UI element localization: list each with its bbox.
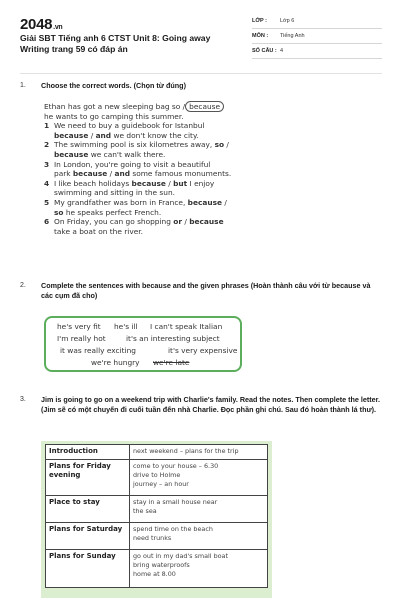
table-row: Plans for Saturday spend time on the beach need trunks: [46, 523, 268, 550]
document-meta: [252, 14, 382, 59]
item-5: 5 My grandfather was born in France, because /: [44, 197, 227, 207]
example-line: Ethan has got a new sleeping bag so / because: [44, 102, 284, 112]
phrase-box: [44, 316, 242, 372]
circled-answer: because: [185, 101, 224, 112]
question-number-3: 3.: [20, 396, 26, 403]
item-3: 3 In London, you're going to visit a beautiful: [44, 159, 211, 169]
exercise-1: Ethan has got a new sleeping bag so / because he wants to go camping this summer. 1 We need to buy a guidebook for Istanbul because / and we don't know the city. 2 The swimming pool is six kilometres away, so / because we can't walk there. 3 In London, you're going to visit a beautiful park because / and some famous monuments. 4 I like beach holidays because / but I enjoy swimming and sitting in the sun. 5 My grandfather was born in France, because / so he speaks perfect French. 6 On Friday, you can go shopping or / because take a boat on the river.: [44, 102, 284, 236]
document-title: Giải SBT Tiếng anh 6 CTST Unit 8: Going away Writing trang 59 có đáp án: [20, 33, 211, 54]
phrase: it's an interesting subject: [126, 334, 220, 343]
meta-row-subject: MÔN : Tiếng Anh: [252, 29, 382, 44]
item-1: 1 We need to buy a guidebook for Istanbul: [44, 121, 205, 131]
question-number-1: 1.: [20, 82, 26, 89]
phrase: he's ill: [114, 322, 138, 331]
phrase-example-struck: we're late: [153, 358, 190, 367]
phrase: he's very fit: [57, 322, 101, 331]
phrase: it was really exciting: [60, 346, 136, 355]
table-row: Plans for Sunday go out in my dad's small boat bring waterproofs home at 8.00: [46, 550, 268, 588]
phrase: it's very expensive: [168, 346, 238, 355]
item-6: 6 On Friday, you can go shopping or / because: [44, 217, 224, 227]
phrase: I can't speak Italian: [150, 322, 223, 331]
question-prompt-1: Choose the correct words. (Chọn từ đúng): [41, 81, 186, 90]
question-prompt-3: Jim is going to go on a weekend trip with Charlie's family. Read the notes. Then complete the letter. (Jim sẽ có một chuyến đi cuối tuần đến nhà Charlie. Đọc phần ghi chú. Sau đó hoàn thành lá thư).: [41, 395, 381, 414]
page-header: [0, 0, 400, 70]
meta-row-count: SỐ CÂU : 4: [252, 44, 382, 59]
table-row: Plans for Friday evening come to your house – 6.30 drive to Holme journey – an hour: [46, 460, 268, 496]
site-logo[interactable]: 2048.vn: [20, 16, 63, 33]
meta-row-class: LỚP : Lớp 6: [252, 14, 382, 29]
item-4: 4 I like beach holidays because / but I enjoy: [44, 178, 215, 188]
table-row: Introduction next weekend – plans for the trip: [46, 445, 268, 460]
table-row: Place to stay stay in a small house near the sea: [46, 496, 268, 523]
notes-table: [45, 444, 268, 588]
header-divider: [20, 73, 382, 74]
item-2: 2 The swimming pool is six kilometres away, so /: [44, 140, 229, 150]
phrase: we're hungry: [91, 358, 140, 367]
question-number-2: 2.: [20, 282, 26, 289]
question-prompt-2: Complete the sentences with because and the given phrases (Hoàn thành câu với từ because và các cụm đã cho): [41, 281, 371, 300]
phrase: I'm really hot: [57, 334, 106, 343]
